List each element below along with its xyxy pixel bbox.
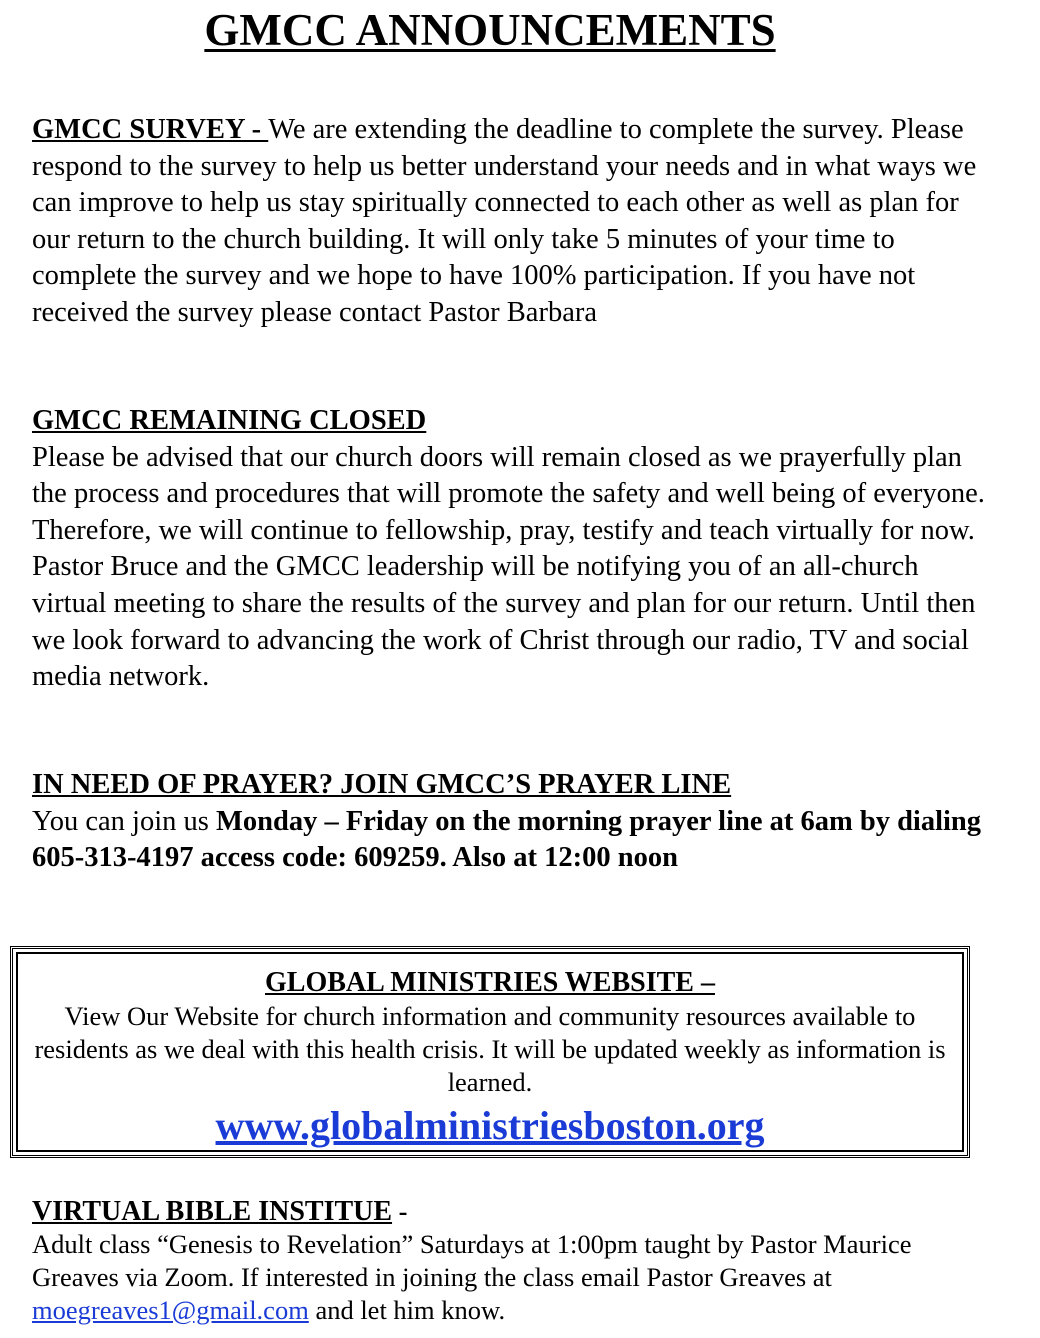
- prayer-details: Monday – Friday on the morning prayer line at 6am by dialing 605-313-4197 access code: 609259. Also at 12:00 noon: [32, 805, 982, 874]
- bible-institute-announcement: [32, 1195, 992, 1327]
- email-link[interactable]: moegreaves1@gmail.com: [32, 1295, 309, 1325]
- website-box-inner: [16, 952, 964, 1152]
- prayer-intro: You can join us: [32, 805, 216, 837]
- page-title: [0, 4, 980, 56]
- survey-announcement: [32, 112, 992, 332]
- survey-body: We are extending the deadline to complete the survey. Please respond to the survey to help us better understand your needs and in what ways we can improve to help us stay spiritually connected to each other as well as plan for our return to the church building. It will only take 5 minutes of your time to complete the survey and we hope to have 100% participation. If you have not received the survey please contact Pastor Barbara: [32, 114, 977, 328]
- bible-body-after: and let him know.: [308, 1295, 506, 1325]
- website-heading: GLOBAL MINISTRIES WEBSITE –: [265, 967, 715, 998]
- website-link[interactable]: www.globalministriesboston.org: [215, 1103, 765, 1148]
- bible-body-before: Adult class “Genesis to Revelation” Saturdays at 1:00pm taught by Pastor Maurice Greaves via Zoom. If interested in joining the class email Pastor Greaves at: [32, 1229, 912, 1292]
- bible-heading-suffix: -: [392, 1196, 408, 1226]
- page-title-text: GMCC ANNOUNCEMENTS: [204, 5, 776, 55]
- website-description: View Our Website for church information and community resources available to residents as we deal with this health crisis. It will be updated weekly as information is learned.: [34, 1001, 946, 1097]
- closed-heading: GMCC REMAINING CLOSED: [32, 405, 427, 436]
- bible-heading: VIRTUAL BIBLE INSTITUE: [32, 1196, 393, 1227]
- prayer-body: [32, 804, 992, 877]
- prayer-heading: IN NEED OF PRAYER? JOIN GMCC’S PRAYER LINE: [32, 769, 732, 800]
- website-box: [10, 946, 970, 1158]
- bible-body: [32, 1228, 992, 1327]
- closed-body: Please be advised that our church doors will remain closed as we prayerfully plan the process and procedures that will promote the safety and well being of everyone. Therefore, we will continue to fellowship, pray, testify and teach virtually for now. Pastor Bruce and the GMCC leadership will be notifying you of an all-church virtual meeting to share the results of the survey and plan for our return. Until then we look forward to advancing the work of Christ through our radio, TV and social media network.: [32, 441, 985, 693]
- prayer-line-announcement: [32, 767, 992, 877]
- bible-heading-line: [32, 1195, 992, 1228]
- closed-announcement: [32, 403, 992, 696]
- survey-heading: GMCC SURVEY -: [32, 114, 269, 145]
